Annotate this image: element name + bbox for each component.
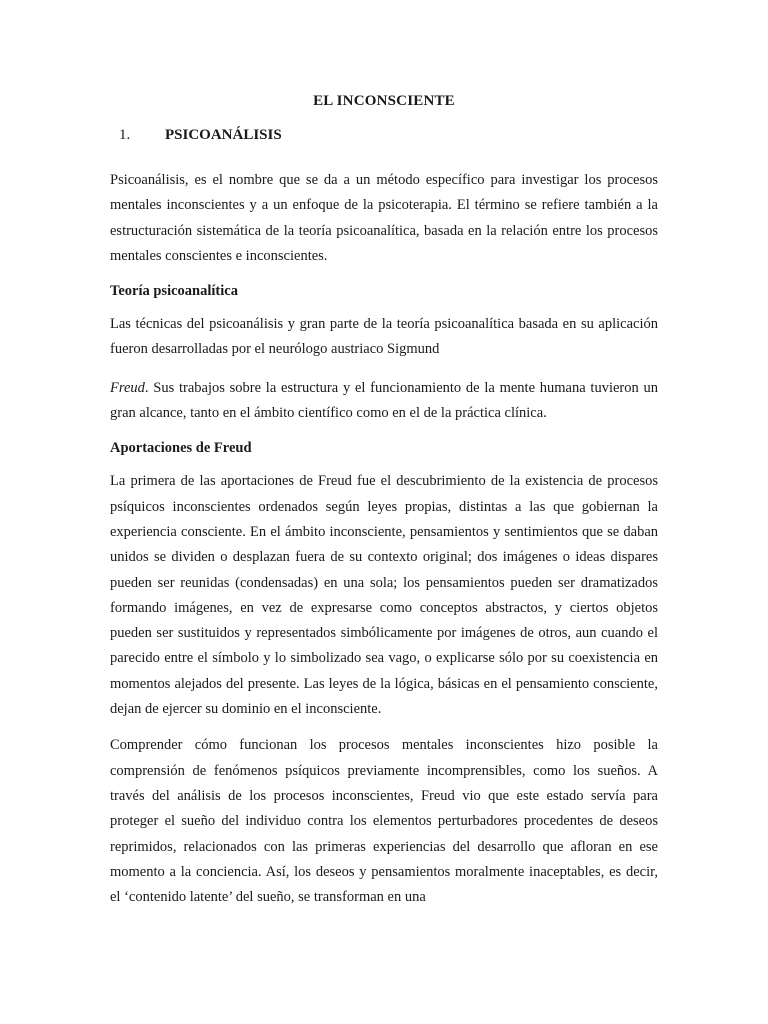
section-heading (110, 124, 658, 146)
theory-paragraph-2 (110, 376, 658, 427)
document-title: EL INCONSCIENTE (313, 93, 455, 109)
document-page (110, 90, 658, 921)
theory-paragraph-1: Las técnicas del psicoanálisis y gran parte de la teoría psicoanalítica basada en su aplicación fueron desarrolladas por el neurólogo austriaco Sigmund (110, 316, 658, 358)
freud-italic: Freud (110, 379, 145, 396)
contributions-paragraph-2: Comprender cómo funcionan los procesos mentales inconscientes hizo posible la comprensión de fenómenos psíquicos previamente incomprensibles, como los sueños. A través del análisis de los procesos inconscientes, Freud vio que este estado servía para proteger el sueño del individuo contra los elementos perturbadores procedentes de deseos reprimidos, relacionados con las primeras experiencias del desarrollo que afloran en ese momento a la conciencia. Así, los deseos y pensamientos moralmente inaceptables, es decir, el ‘contenido latente’ del sueño, se transforman en una (110, 737, 658, 906)
section-title: PSICOANÁLISIS (165, 127, 282, 143)
subheading-contributions: Aportaciones de Freud (110, 440, 252, 457)
subheading-theory: Teoría psicoanalítica (110, 283, 238, 300)
section-number: 1. (119, 127, 131, 143)
intro-paragraph: Psicoanálisis, es el nombre que se da a un método específico para investigar los procesos mentales inconscientes y a un enfoque de la psicoterapia. El término se refiere también a la estructuración sistemática de la teoría psicoanalítica, basada en la relación entre los procesos mentales conscientes e inconscientes. (110, 172, 658, 264)
theory-paragraph-2-rest: . Sus trabajos sobre la estructura y el funcionamiento de la mente humana tuvieron un gran alcance, tanto en el ámbito científico como en el de la práctica clínica. (110, 379, 658, 422)
contributions-paragraph-1: La primera de las aportaciones de Freud fue el descubrimiento de la existencia de procesos psíquicos inconscientes ordenados según leyes propias, distintas a las que gobiernan la experiencia consciente. En el ámbito inconsciente, pensamientos y sentimientos que se daban unidos se dividen o desplazan fuera de su contexto original; dos imágenes o ideas dispares pueden ser reunidas (condensadas) en una sola; los pensamientos pueden ser dramatizados formando imágenes, en vez de expresarse como conceptos abstractos, y ciertos objetos pueden ser sustituidos y representados simbólicamente por imágenes de otros, aun cuando el parecido entre el símbolo y lo simbolizado sea vago, o explicarse sólo por su coexistencia en momentos alejados del presente. Las leyes de la lógica, básicas en el pensamiento consciente, dejan de ejercer su dominio en el inconsciente. (110, 473, 658, 718)
